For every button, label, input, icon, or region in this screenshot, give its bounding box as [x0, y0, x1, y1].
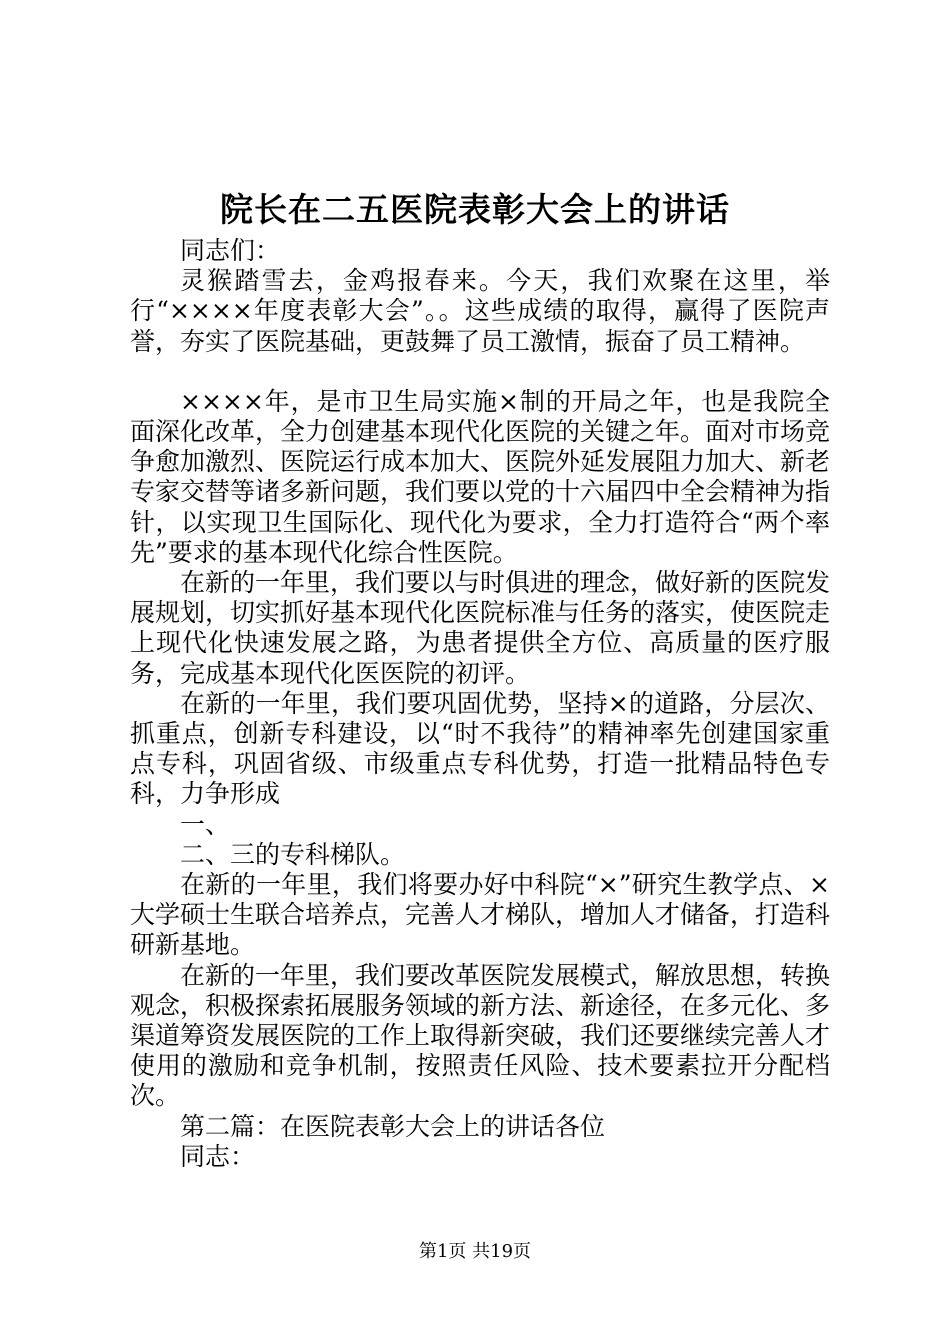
section-heading-part-two: 第二篇：在医院表彰大会上的讲话各位 — [180, 1111, 606, 1141]
list-item-two-three: 二、三的专科梯队。 — [180, 839, 406, 869]
document-body — [130, 236, 830, 1172]
paragraph-development-model: 在新的一年里，我们要改革医院发展模式，解放思想，转换观念，积极探索拓展服务领域的新方法、新途径，在多元化、多渠道筹资发展医院的工作上取得新突破，我们还要继续完善人才使用的激励和竞争机制，按照责任风险、技术要素拉开分配档次。 — [130, 960, 831, 1111]
paragraph-specialty-building: 在新的一年里，我们要巩固优势，坚持×的道路，分层次、抓重点，创新专科建设，以“时不我待”的精神率先创建国家重点专科，巩固省级、市级重点专科优势，打造一批精品特色专科，力争形成 — [130, 688, 830, 809]
salutation: 同志们： — [180, 236, 281, 265]
paragraph-opening: 灵猴踏雪去，金鸡报春来。今天，我们欢聚在这里，举行“××××年度表彰大会”。。这些成绩的取得，赢得了医院声誉，夯实了医院基础，更鼓舞了员工激情，振奋了员工精神。 — [130, 266, 830, 356]
paragraph-development-plan: 在新的一年里，我们要以与时俱进的理念，做好新的医院发展规划，切实抓好基本现代化医院标准与任务的落实，使医院走上现代化快速发展之路，为患者提供全方位、高质量的医疗服务，完成基本现代化医医院的初评。 — [130, 568, 831, 688]
salutation-part-two: 同志： — [180, 1141, 256, 1171]
paragraph-reform-year: ××××年，是市卫生局实施×制的开局之年，也是我院全面深化改革，全力创建基本现代化医院的关键之年。面对市场竞争愈加激烈、医院运行成本加大、医院外延发展阻力加大、新老专家交替等诸多新问题，我们要以党的十六届四中全会精神为指针，以实现卫生国际化、现代化为要求，全力打造符合“两个率先”要求的基本现代化综合性医院。 — [130, 386, 831, 567]
list-item-one: 一、 — [180, 809, 231, 839]
page-footer: 第1页 共19页 — [418, 1241, 532, 1262]
page-title: 院长在二五医院表彰大会上的讲话 — [220, 190, 730, 229]
paragraph-talent-training: 在新的一年里，我们将要办好中科院“×”研究生教学点、×大学硕士生联合培养点，完善人才梯队，增加人才储备，打造科研新基地。 — [130, 870, 831, 960]
